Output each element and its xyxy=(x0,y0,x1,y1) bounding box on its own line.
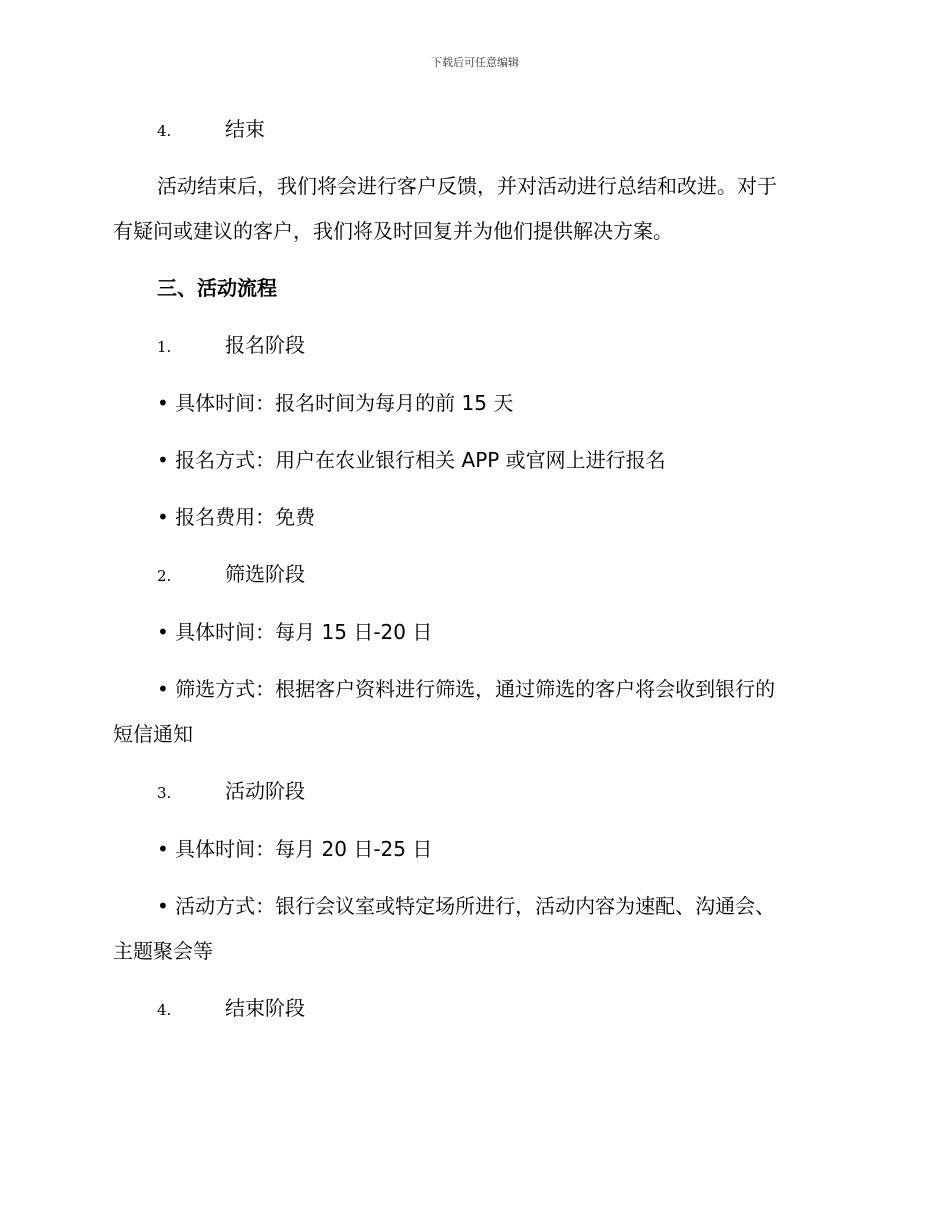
item-label: 报名阶段 xyxy=(225,333,305,357)
item-label: 结束 xyxy=(225,117,265,141)
item-number: 3. xyxy=(157,784,172,802)
item-number: 4. xyxy=(157,122,172,140)
numbered-item-stage1 xyxy=(157,331,305,361)
paragraph-line: 活动结束后，我们将会进行客户反馈，并对活动进行总结和改进。对于 xyxy=(157,174,777,198)
item-label: 筛选阶段 xyxy=(225,562,305,586)
bullet-line-continuation: 短信通知 xyxy=(113,722,193,746)
bullet-line: • 活动方式：银行会议室或特定场所进行，活动内容为速配、沟通会、 xyxy=(157,894,776,918)
item-number: 4. xyxy=(157,1001,172,1019)
numbered-item-stage2 xyxy=(157,560,305,590)
bullet-line: • 报名方式：用户在农业银行相关 APP 或官网上进行报名 xyxy=(157,448,666,472)
header-note: 下载后可任意编辑 xyxy=(431,56,519,69)
item-label: 活动阶段 xyxy=(225,779,305,803)
numbered-item-end xyxy=(157,115,265,145)
item-number: 1. xyxy=(157,338,172,356)
bullet-line-continuation: 主题聚会等 xyxy=(113,939,213,963)
item-label: 结束阶段 xyxy=(225,996,305,1020)
bullet-line: • 报名费用：免费 xyxy=(157,505,316,529)
bullet-line: • 具体时间：报名时间为每月的前 15 天 xyxy=(157,391,514,415)
section-heading: 三、活动流程 xyxy=(157,276,277,300)
bullet-line: • 具体时间：每月 15 日-20 日 xyxy=(157,620,433,644)
item-number: 2. xyxy=(157,567,172,585)
numbered-item-stage4 xyxy=(157,994,305,1024)
bullet-line: • 具体时间：每月 20 日-25 日 xyxy=(157,837,433,861)
numbered-item-stage3 xyxy=(157,777,305,807)
paragraph-line: 有疑问或建议的客户，我们将及时回复并为他们提供解决方案。 xyxy=(113,219,673,243)
bullet-line: • 筛选方式：根据客户资料进行筛选，通过筛选的客户将会收到银行的 xyxy=(157,677,776,701)
